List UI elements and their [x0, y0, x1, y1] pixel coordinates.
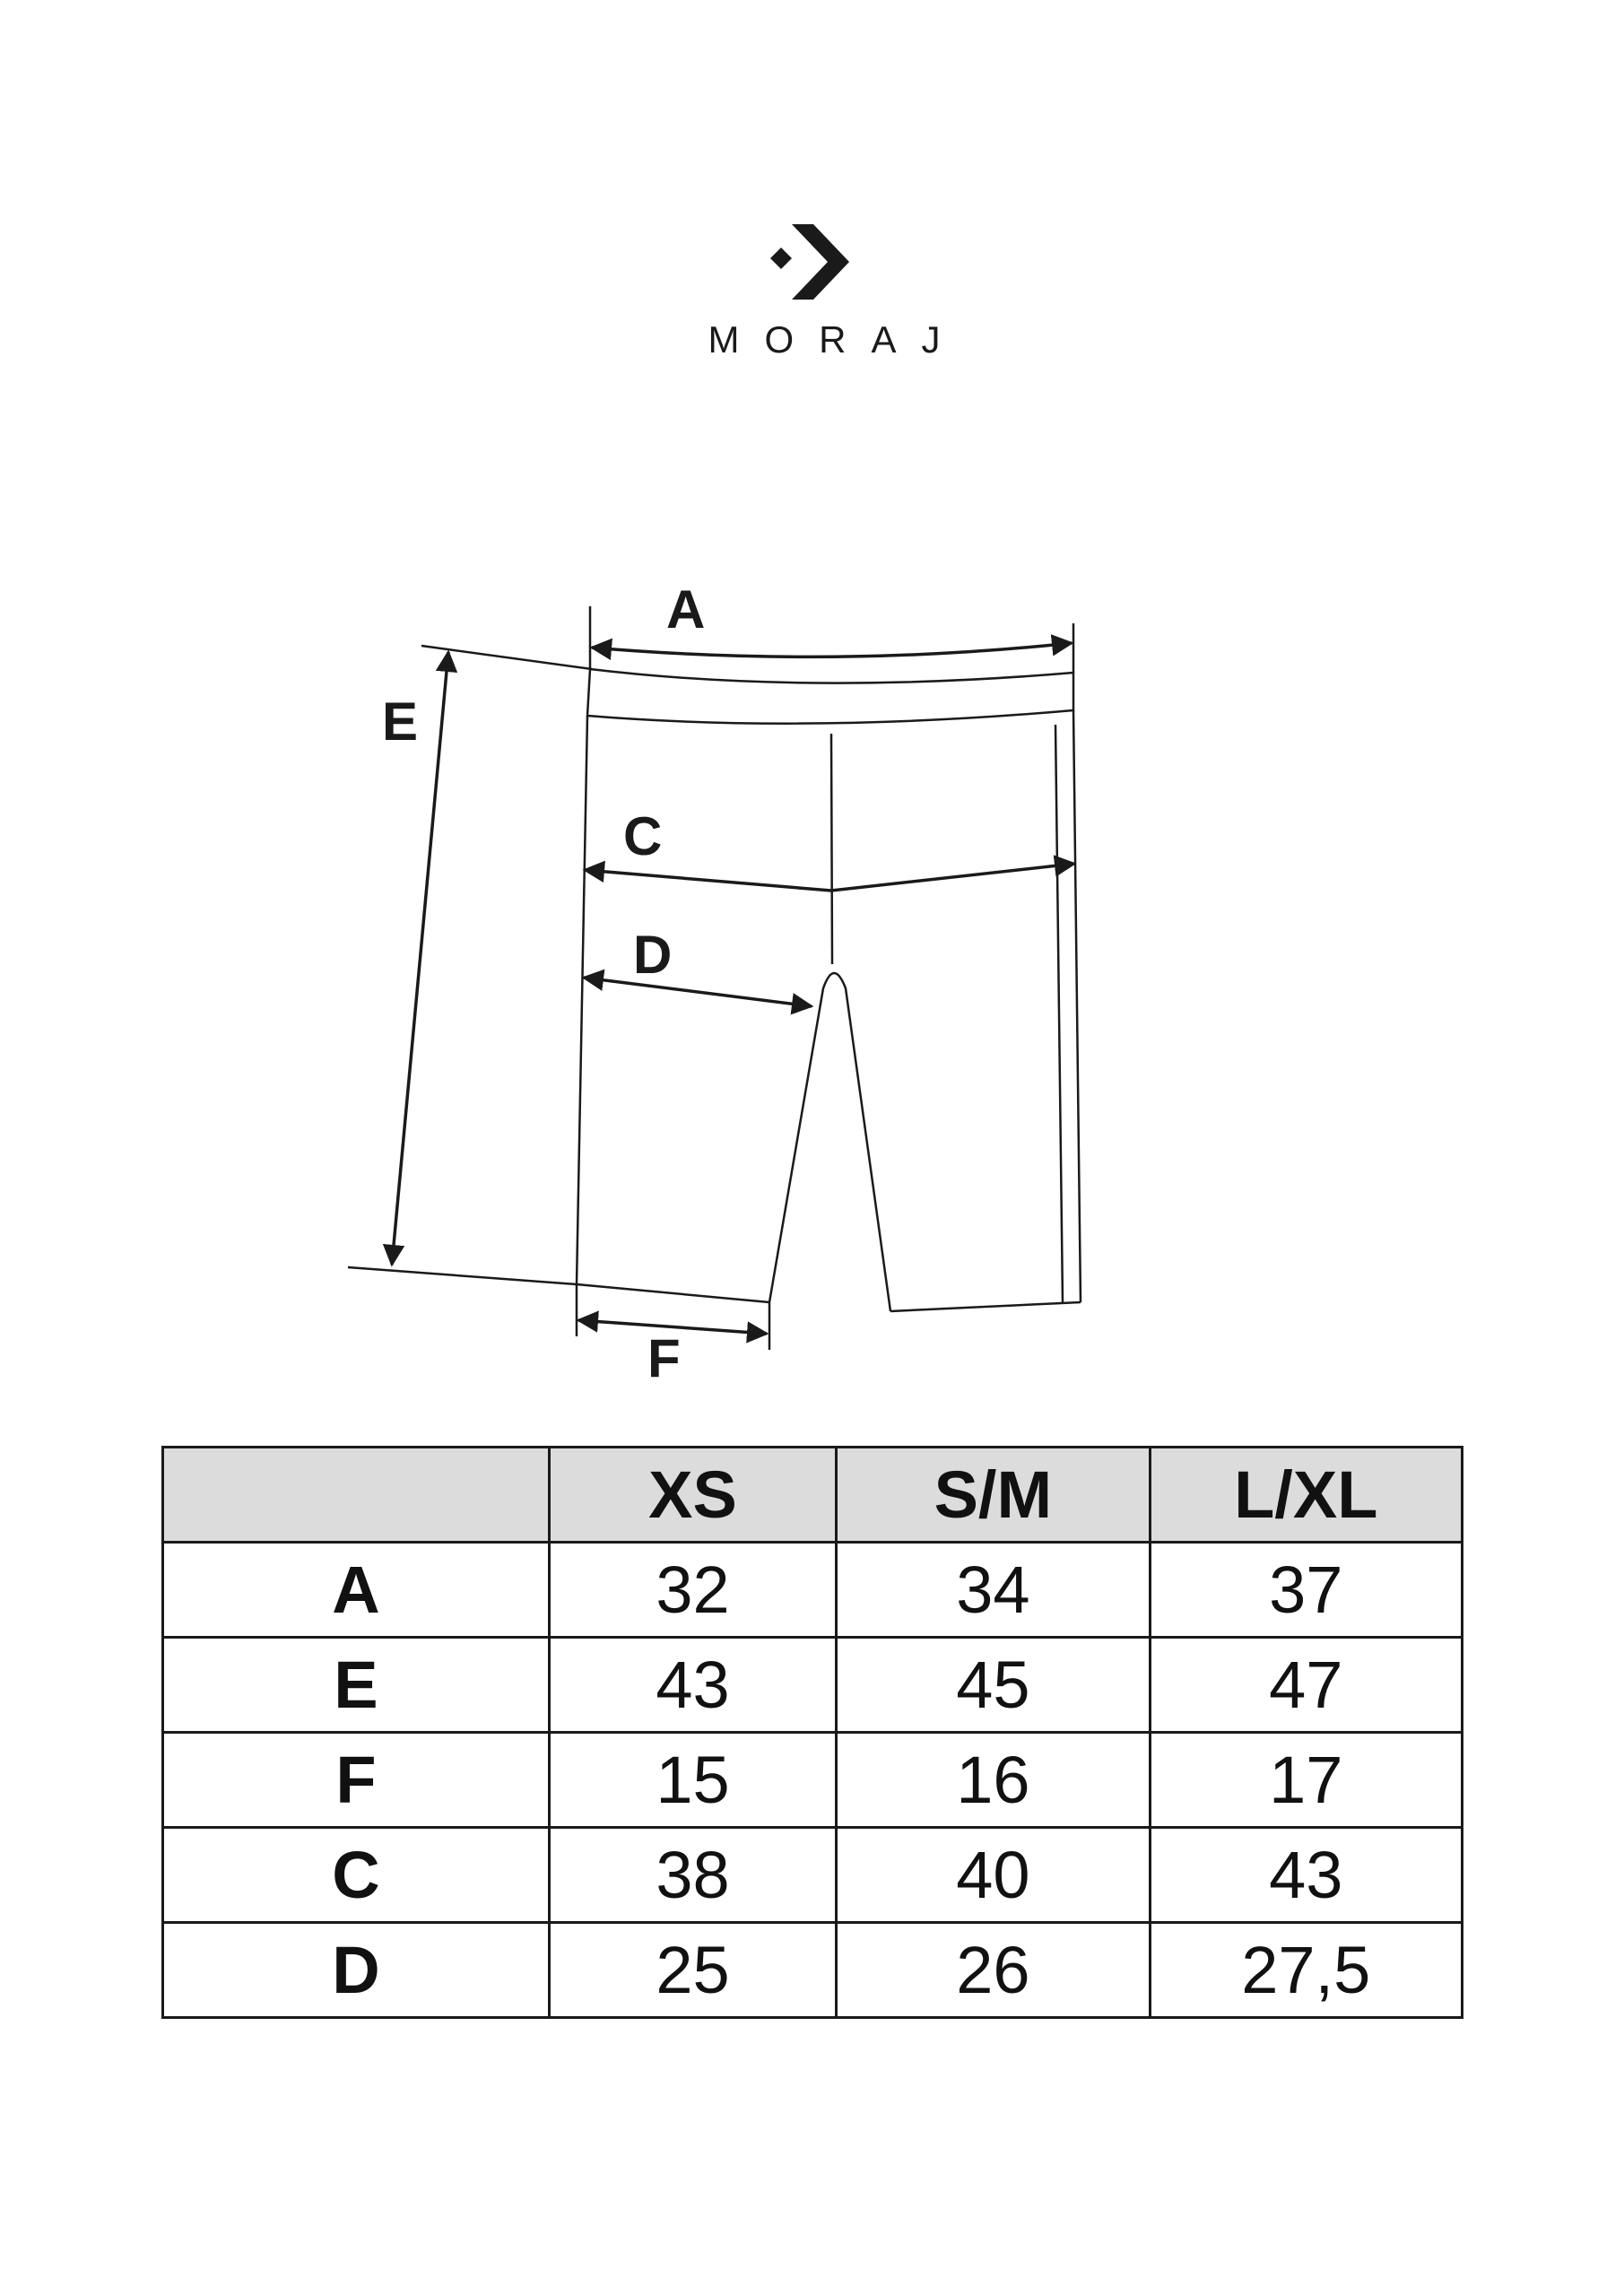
- shorts-left-side: [577, 716, 587, 1284]
- table-row: [163, 1638, 1463, 1733]
- table-cell: 38: [549, 1828, 836, 1923]
- table-cell: 37: [1150, 1543, 1462, 1638]
- header-cell-lxl: L/XL: [1150, 1448, 1462, 1543]
- header-cell-empty: [163, 1448, 550, 1543]
- table-row: [163, 1733, 1463, 1828]
- header-cell-xs: XS: [549, 1448, 836, 1543]
- waistband-outline: [587, 669, 1073, 724]
- header-cell-sm: S/M: [837, 1448, 1150, 1543]
- label-c: C: [623, 806, 663, 866]
- table-cell: 32: [549, 1543, 836, 1638]
- table-row: [163, 1923, 1463, 2018]
- table-cell: 47: [1150, 1638, 1462, 1733]
- brand-name: MORAJ: [708, 318, 966, 361]
- row-label: C: [163, 1828, 550, 1923]
- measure-f-arrow: [578, 1320, 767, 1334]
- inner-leg: [769, 973, 890, 1311]
- row-label: D: [163, 1923, 550, 2018]
- table-cell: 45: [837, 1638, 1150, 1733]
- label-d: D: [633, 925, 673, 985]
- moraj-logo-icon: [767, 224, 856, 305]
- left-hem: [577, 1284, 769, 1302]
- table-cell: 25: [549, 1923, 836, 2018]
- table-row: [163, 1828, 1463, 1923]
- table-cell: 15: [549, 1733, 836, 1828]
- label-a: A: [666, 579, 706, 639]
- size-table-header-row: [163, 1448, 1463, 1543]
- row-label: F: [163, 1733, 550, 1828]
- measure-e-arrow: [392, 652, 448, 1265]
- side-stripe: [1055, 725, 1063, 1302]
- measure-a-arrow: [592, 643, 1072, 657]
- row-label: A: [163, 1543, 550, 1638]
- table-cell: 17: [1150, 1733, 1462, 1828]
- table-cell: 40: [837, 1828, 1150, 1923]
- center-seam: [831, 734, 832, 964]
- row-label: E: [163, 1638, 550, 1733]
- table-cell: 27,5: [1150, 1923, 1462, 2018]
- shorts-right-side: [1073, 710, 1081, 1302]
- table-cell: 34: [837, 1543, 1150, 1638]
- measure-d-arrow: [584, 978, 812, 1006]
- table-cell: 16: [837, 1733, 1150, 1828]
- table-cell: 43: [1150, 1828, 1462, 1923]
- measure-c-arrow: [585, 864, 1074, 891]
- table-cell: 43: [549, 1638, 836, 1733]
- label-e: E: [382, 691, 419, 752]
- label-f: F: [647, 1328, 681, 1388]
- size-table: [161, 1446, 1463, 2019]
- table-row: [163, 1543, 1463, 1638]
- right-hem: [890, 1302, 1081, 1311]
- table-cell: 26: [837, 1923, 1150, 2018]
